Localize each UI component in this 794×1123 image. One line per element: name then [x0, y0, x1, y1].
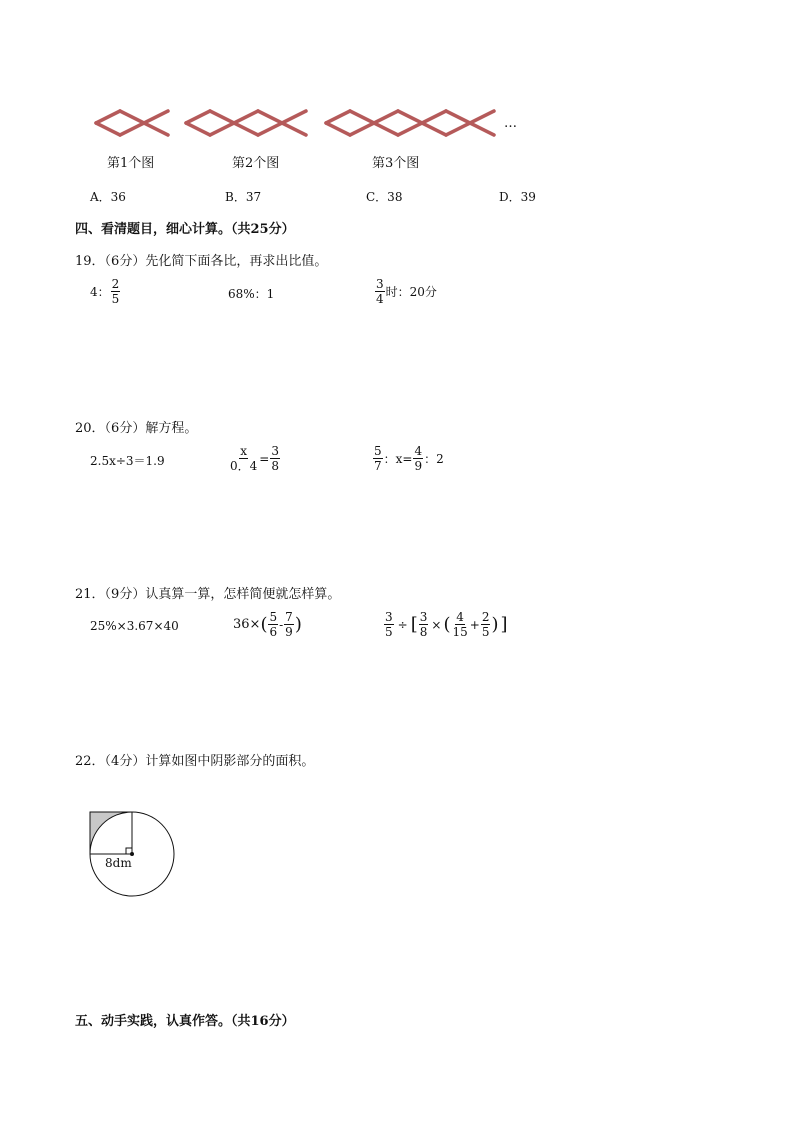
stick-figure-1-stick [96, 123, 120, 135]
stick-figure-3-stick [446, 123, 470, 135]
fraction-denominator: 5 [385, 625, 393, 639]
option-a[interactable]: A．36 [90, 190, 126, 204]
figure-label-3: 第3个图 [372, 156, 420, 171]
stick-figure-1-stick [120, 123, 144, 135]
option-b[interactable]: B．37 [225, 190, 262, 204]
figure-ellipsis: … [504, 116, 517, 131]
stick-figure-1-stick [120, 111, 144, 123]
stick-figure-2-stick [234, 123, 258, 135]
q21-item-3-fraction-c [451, 610, 468, 639]
fraction-numerator: 3 [385, 610, 393, 624]
ratio-suffix: ：2 [424, 452, 444, 466]
q21-item-3-fraction-d [481, 610, 491, 639]
fraction-denominator: 9 [285, 625, 293, 639]
q20-item-2-fraction-right [270, 444, 280, 473]
q19-item-3-fraction [375, 277, 385, 306]
fraction-numerator: 7 [285, 610, 293, 624]
stick-figure-2-stick [282, 123, 306, 135]
stick-figure-3-stick [422, 111, 446, 123]
plus-sign: + [469, 617, 480, 632]
q20-item-3 [372, 444, 444, 473]
fraction-denominator: 7 [374, 459, 382, 473]
q19-item-3-suffix: 时：20分 [385, 285, 437, 299]
section-5-title: 五、动手实践，认真作答。（共16分） [75, 1014, 295, 1029]
stick-figure-2-stick [258, 111, 282, 123]
ratio-middle: ：x= [383, 452, 413, 466]
divide-sign: ÷ [397, 617, 408, 632]
q19-prompt: 19．（6分）先化简下面各比，再求出比值。 [75, 254, 328, 269]
stick-figure-3-stick [350, 123, 374, 135]
q21-item-2-fraction-a [268, 610, 278, 639]
fraction-numerator: 4 [414, 444, 423, 458]
stick-figure-2-stick [258, 123, 282, 135]
q19-item-2: 68%：1 [228, 287, 275, 301]
q22-prompt: 22．（4分）计算如图中阴影部分的面积。 [75, 754, 315, 769]
q21-item-1: 25%×3.67×40 [90, 619, 179, 633]
right-bracket: ] [500, 613, 508, 635]
q20-item-1: 2.5x÷3＝1.9 [90, 454, 165, 468]
fraction-denominator: 5 [111, 292, 120, 306]
figure-label-1: 第1个图 [107, 156, 155, 171]
radius-label: 8dm [105, 856, 132, 870]
stick-figure-2-stick [210, 111, 234, 123]
fraction-numerator: 3 [271, 444, 279, 458]
equals-sign: = [259, 451, 270, 466]
stick-figure-3-stick [326, 123, 350, 135]
q20-item-3-fraction-left [373, 444, 383, 473]
fraction-numerator: 2 [481, 610, 490, 624]
stick-figure-2-stick [282, 111, 306, 123]
minus-sign: - [279, 617, 284, 632]
stick-figure-3-stick [398, 111, 422, 123]
fraction-numerator: 3 [376, 277, 384, 291]
stick-pattern-figures [88, 100, 528, 146]
q21-item-3-fraction-a [384, 610, 394, 639]
stick-figure-3-stick [374, 123, 398, 135]
stick-figure-2-stick [234, 111, 258, 123]
stick-figure-3-stick [446, 111, 470, 123]
stick-figure-3-stick [470, 111, 494, 123]
stick-figure-2-stick [186, 123, 210, 135]
section-4-title: 四、看清题目，细心计算。（共25分） [75, 222, 295, 237]
fraction-numerator: 5 [374, 444, 382, 458]
q19-item-1-prefix: 4： [90, 285, 110, 299]
q20-item-2-fraction-left [229, 444, 258, 473]
fraction-numerator: x [240, 444, 248, 458]
fraction-denominator: 9 [414, 459, 423, 473]
q21-item-3-fraction-b [419, 610, 429, 639]
stick-figure-1-stick [144, 123, 168, 135]
option-c[interactable]: C．38 [366, 190, 403, 204]
fraction-denominator: 5 [481, 625, 490, 639]
fraction-denominator: 8 [419, 625, 428, 639]
stick-figure-1-stick [144, 111, 168, 123]
fraction-numerator: 4 [456, 610, 464, 624]
stick-figure-3-stick [374, 111, 398, 123]
right-paren: ) [294, 613, 302, 635]
q20-item-2 [228, 444, 281, 473]
stick-figure-2-stick [210, 123, 234, 135]
fraction-numerator: 5 [269, 610, 278, 624]
q21-item-2-fraction-b [284, 610, 294, 639]
q21-item-2 [233, 610, 302, 639]
right-paren: ) [491, 613, 499, 635]
stick-figure-3-stick [326, 111, 350, 123]
stick-figure-3-stick [398, 123, 422, 135]
fraction-numerator: 3 [419, 610, 428, 624]
fraction-denominator: 6 [269, 625, 278, 639]
q19-item-1-fraction [111, 277, 121, 306]
q19-item-1 [90, 277, 121, 306]
stick-figure-3-stick [422, 123, 446, 135]
stick-figure-1-stick [96, 111, 120, 123]
q20-item-3-fraction-right [413, 444, 423, 473]
fraction-denominator: 8 [271, 459, 279, 473]
q20-prompt: 20．（6分）解方程。 [75, 421, 198, 436]
shaded-circle-figure [86, 808, 182, 904]
q21-prompt: 21．（9分）认真算一算，怎样简便就怎样算。 [75, 587, 341, 602]
fraction-denominator: 15 [452, 625, 468, 639]
times-sign: × [431, 617, 442, 632]
figure-label-2: 第2个图 [232, 156, 280, 171]
q19-item-3 [374, 277, 437, 306]
left-bracket: [ [410, 613, 418, 635]
fraction-denominator: 4 [376, 292, 384, 306]
stick-figure-2-stick [186, 111, 210, 123]
stick-figure-3-stick [350, 111, 374, 123]
q21-item-3 [383, 610, 508, 639]
fraction-denominator: 0．4 [230, 459, 258, 473]
left-paren: ( [443, 613, 451, 635]
option-d[interactable]: D．39 [499, 190, 536, 204]
left-paren: ( [260, 613, 268, 635]
q21-item-2-prefix: 36× [233, 617, 261, 632]
fraction-numerator: 2 [111, 277, 120, 291]
stick-figure-3-stick [470, 123, 494, 135]
